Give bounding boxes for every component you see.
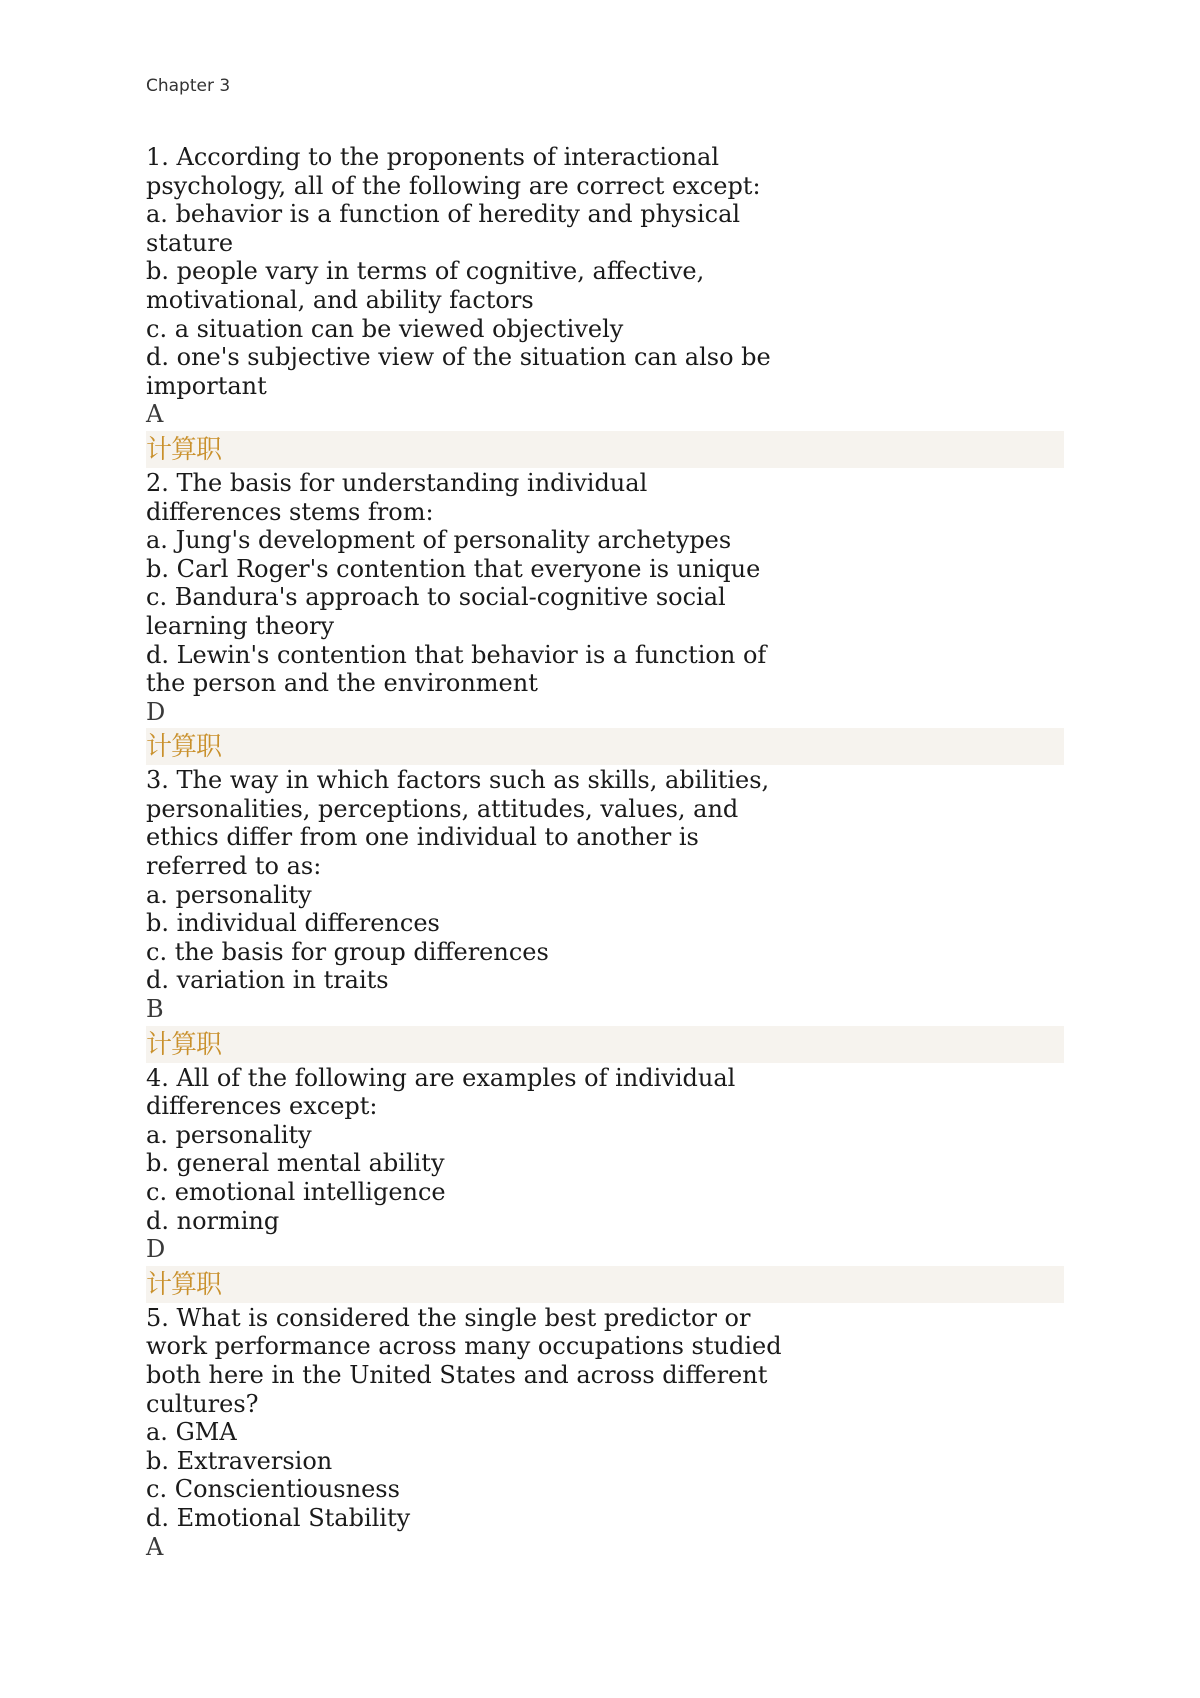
option-line: c. the basis for group differences bbox=[146, 937, 549, 966]
option-line: c. Conscientiousness bbox=[146, 1475, 400, 1504]
option-line: b. Extraversion bbox=[146, 1446, 333, 1475]
question-line: referred to as: bbox=[146, 852, 322, 881]
question-line: differences except: bbox=[146, 1092, 378, 1121]
option-line: learning theory bbox=[146, 611, 335, 640]
option-line: d. norming bbox=[146, 1206, 280, 1235]
answer-key: B bbox=[146, 995, 164, 1024]
option-line: d. variation in traits bbox=[146, 966, 389, 995]
option-line: a. Jung's development of personality archetypes bbox=[146, 526, 732, 555]
question-line: differences stems from: bbox=[146, 497, 434, 526]
chapter-header: Chapter 3 bbox=[146, 76, 231, 96]
question-line: 5. What is considered the single best predictor or bbox=[146, 1303, 751, 1332]
answer-key: D bbox=[146, 1235, 166, 1264]
question-block bbox=[146, 469, 1146, 726]
question-block bbox=[146, 143, 1146, 429]
watermark-text: 计算职 bbox=[146, 1029, 222, 1060]
watermark-band bbox=[146, 1266, 1146, 1303]
question-line: work performance across many occupations studied bbox=[146, 1332, 782, 1361]
answer-key: D bbox=[146, 697, 166, 726]
option-line: motivational, and ability factors bbox=[146, 285, 534, 314]
answer-key: A bbox=[146, 1532, 164, 1561]
watermark-band bbox=[146, 728, 1146, 765]
question-line: 2. The basis for understanding individual bbox=[146, 468, 648, 497]
option-line: b. individual differences bbox=[146, 909, 440, 938]
question-block bbox=[146, 1064, 1146, 1264]
option-line: c. emotional intelligence bbox=[146, 1178, 446, 1206]
question-line: personalities, perceptions, attitudes, values, and bbox=[146, 794, 739, 823]
question-line: 1. According to the proponents of interactional bbox=[146, 143, 719, 171]
option-line: d. Lewin's contention that behavior is a function of bbox=[146, 640, 767, 669]
question-line: both here in the United States and across different bbox=[146, 1360, 768, 1389]
option-line: d. Emotional Stability bbox=[146, 1503, 411, 1532]
watermark-text: 计算职 bbox=[146, 732, 222, 763]
question-line: cultures? bbox=[146, 1389, 259, 1418]
question-line: 4. All of the following are examples of individual bbox=[146, 1063, 736, 1092]
option-line: b. general mental ability bbox=[146, 1149, 445, 1178]
option-line: c. Bandura's approach to social-cognitive social bbox=[146, 583, 726, 612]
question-line: 3. The way in which factors such as skills, abilities, bbox=[146, 766, 770, 795]
option-line: d. one's subjective view of the situation can also be bbox=[146, 343, 771, 372]
option-line: a. GMA bbox=[146, 1418, 237, 1447]
watermark-band bbox=[146, 1026, 1146, 1063]
option-line: c. a situation can be viewed objectively bbox=[146, 314, 624, 343]
option-line: a. behavior is a function of heredity and physical bbox=[146, 200, 741, 229]
watermark-text: 计算职 bbox=[146, 1269, 222, 1300]
option-line: the person and the environment bbox=[146, 669, 538, 698]
question-block bbox=[146, 766, 1146, 1023]
question-line: psychology, all of the following are correct except: bbox=[146, 171, 761, 200]
option-line: important bbox=[146, 371, 267, 400]
watermark-text: 计算职 bbox=[146, 434, 222, 465]
watermark-band bbox=[146, 431, 1146, 468]
question-block bbox=[146, 1304, 1146, 1561]
option-line: stature bbox=[146, 228, 234, 257]
answer-key: A bbox=[146, 400, 164, 429]
option-line: b. Carl Roger's contention that everyone is unique bbox=[146, 554, 761, 583]
option-line: b. people vary in terms of cognitive, affective, bbox=[146, 257, 705, 286]
question-line: ethics differ from one individual to another is bbox=[146, 823, 699, 852]
option-line: a. personality bbox=[146, 880, 312, 909]
question-list bbox=[146, 143, 1146, 1561]
option-line: a. personality bbox=[146, 1120, 312, 1149]
